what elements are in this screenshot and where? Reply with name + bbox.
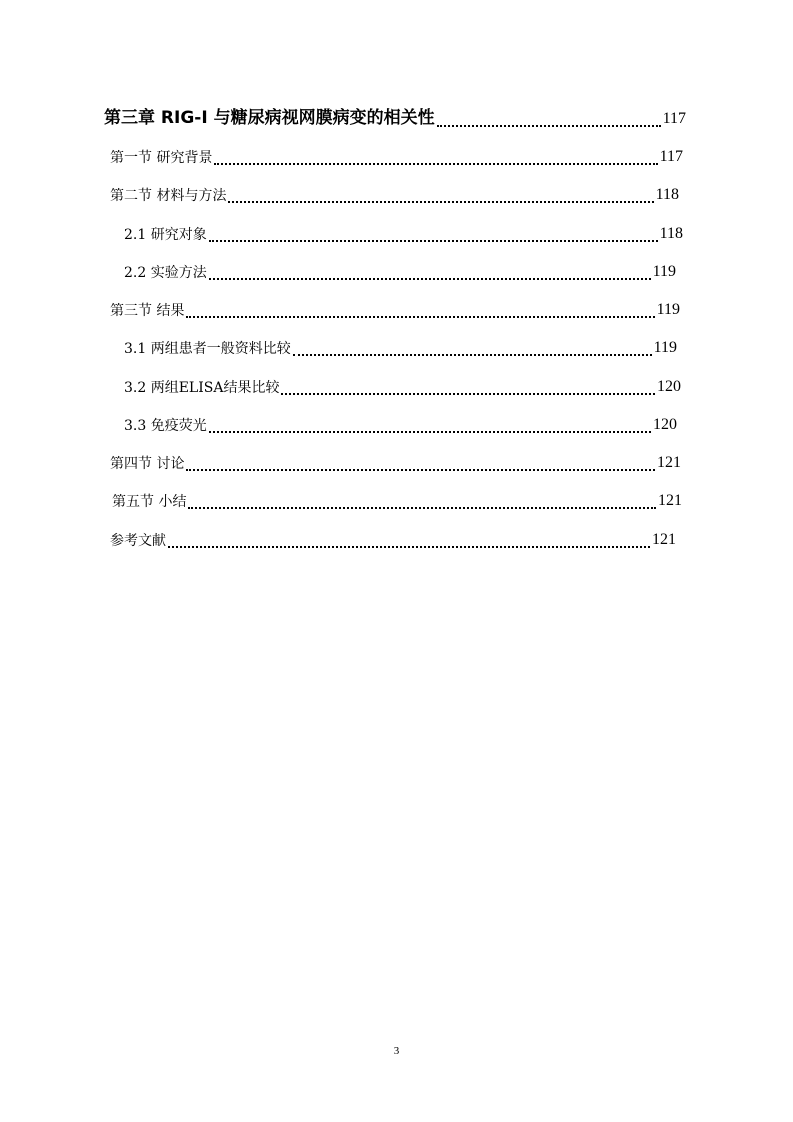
toc-chapter-entry[interactable] [104, 110, 686, 127]
toc-entry-section-2[interactable] [110, 187, 679, 203]
toc-entry-label: 2.2 实验方法 [124, 265, 207, 281]
toc-entry-page: 119 [653, 339, 677, 356]
toc-entry-label: 第四节 讨论 [110, 456, 185, 472]
toc-entry-label: 3.3 免疫荧光 [124, 418, 207, 434]
toc-entry-label: 第二节 材料与方法 [110, 188, 227, 204]
toc-entry-section-4[interactable] [110, 455, 681, 471]
toc-dot-leader [437, 125, 661, 127]
toc-entry-3-2[interactable] [124, 379, 681, 395]
toc-dot-leader [214, 163, 657, 165]
toc-entry-page: 121 [658, 492, 682, 509]
toc-dot-leader [209, 240, 658, 242]
toc-entry-label: 第一节 研究背景 [110, 150, 213, 166]
toc-entry-page: 120 [653, 416, 677, 433]
toc-entry-page: 118 [659, 225, 683, 242]
toc-entry-page: 121 [652, 531, 676, 548]
toc-dot-leader [281, 393, 655, 395]
toc-entry-label: 3.2 两组ELISA结果比较 [124, 380, 280, 396]
toc-chapter-page: 117 [662, 110, 686, 127]
toc-dot-leader [228, 201, 653, 203]
toc-entry-label: 3.1 两组患者一般资料比较 [124, 341, 291, 357]
toc-entry-page: 121 [657, 454, 681, 471]
toc-dot-leader [168, 546, 650, 548]
toc-dot-leader [186, 316, 654, 318]
toc-entry-page: 120 [657, 378, 681, 395]
toc-chapter-label: 第三章 RIG-I 与糖尿病视网膜病变的相关性 [104, 108, 435, 128]
toc-entry-label: 参考文献 [110, 533, 166, 549]
toc-entry-label: 第五节 小结 [112, 494, 187, 510]
toc-entry-page: 119 [652, 263, 676, 280]
toc-dot-leader [186, 469, 655, 471]
toc-entry-page: 117 [659, 148, 683, 165]
toc-entry-section-5[interactable] [112, 493, 682, 509]
toc-dot-leader [209, 431, 651, 433]
toc-entry-label: 第三节 结果 [110, 303, 185, 319]
toc-entry-3-3[interactable] [124, 417, 677, 433]
toc-entry-references[interactable] [110, 532, 676, 548]
page-number: 3 [393, 1045, 400, 1057]
toc-dot-leader [188, 507, 656, 509]
toc-entry-2-1[interactable] [124, 226, 683, 242]
toc-entry-label: 2.1 研究对象 [124, 227, 207, 243]
toc-entry-section-3[interactable] [110, 302, 680, 318]
toc-dot-leader [293, 354, 652, 356]
toc-entry-section-1[interactable] [110, 149, 683, 165]
toc-entry-2-2[interactable] [124, 264, 676, 280]
toc-dot-leader [209, 278, 651, 280]
toc-entry-page: 119 [656, 301, 680, 318]
toc-entry-page: 118 [655, 186, 679, 203]
toc-entry-3-1[interactable] [124, 340, 677, 356]
